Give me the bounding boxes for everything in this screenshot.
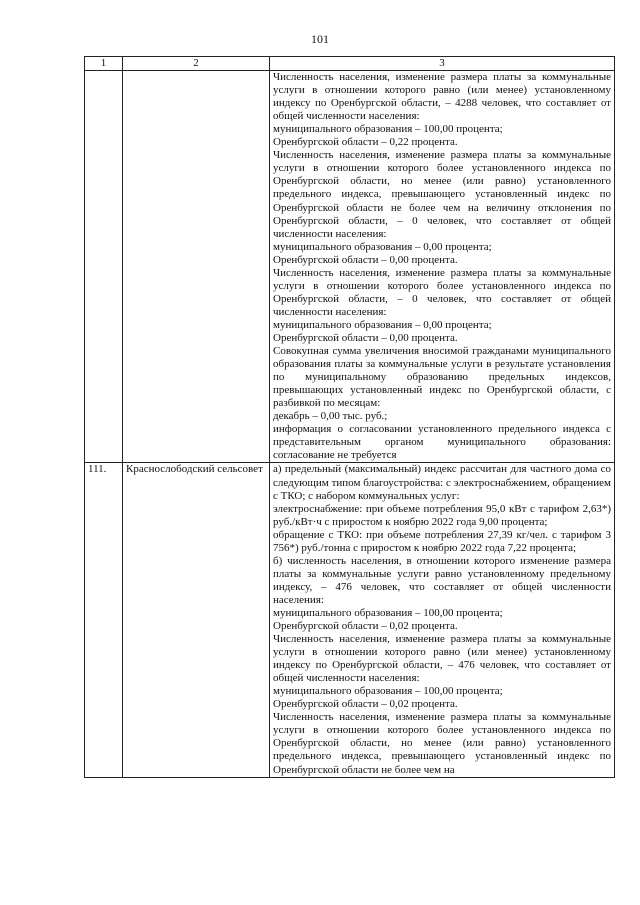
paragraph: муниципального образования – 100,00 процента;	[273, 123, 503, 136]
paragraph: Численность населения, изменение размера платы за коммунальные услуги в отношении которого более установленного индекса по Оренбургской области, но менее (или равно) установленного предельного индекса, превышающего установленный индекс по Оренбургской области не более чем на величину отклонения по Оренбургской области, – 0 человек, что составляет от общей численности населения:	[273, 149, 611, 240]
column-header-1: 1	[85, 57, 123, 71]
paragraph: Оренбургской области – 0,02 процента.	[273, 698, 458, 711]
paragraph: муниципального образования – 100,00 процента;	[273, 606, 503, 619]
paragraph: муниципального образования – 100,00 процента;	[273, 685, 503, 698]
row-number-cell: 111.	[85, 463, 123, 777]
paragraph: муниципального образования – 0,00 процента;	[273, 240, 492, 253]
description-cell	[270, 71, 615, 463]
paragraph: Численность населения, изменение размера платы за коммунальные услуги в отношении которого более установленного индекса по Оренбургской области, – 0 человек, что составляет от общей численности населения:	[273, 266, 611, 318]
paragraph: муниципального образования – 0,00 процента;	[273, 318, 492, 331]
table-row-111	[85, 463, 615, 777]
municipality-name-cell: Краснослободский сельсовет	[123, 463, 270, 777]
table-header-row	[85, 57, 615, 71]
column-header-3: 3	[270, 57, 615, 71]
paragraph: а) предельный (максимальный) индекс рассчитан для частного дома со следующим типом благоустройства: с электроснабжением, обращением с ТКО; с набором коммунальных услуг:	[273, 463, 611, 502]
paragraph: Численность населения, изменение размера платы за коммунальные услуги в отношении которого более установленного индекса по Оренбургской области, но менее (или равно) установленного предельного индекса, превышающего установленный индекс по Оренбургской области не более чем на	[273, 711, 611, 776]
paragraph: электроснабжение: при объеме потребления 95,0 кВт с тарифом 2,63*) руб./кВт·ч с приростом к ноябрю 2022 года 9,00 процента;	[273, 502, 611, 528]
row-number-cell	[85, 71, 123, 463]
paragraph: Численность населения, изменение размера платы за коммунальные услуги в отношении которого равно (или менее) установленному индексу по Оренбургской области, – 4288 человек, что составляет от общей численности населения:	[273, 71, 611, 123]
paragraph: информация о согласовании установленного предельного индекса с представительным органом муниципального образования: согласование не требуется	[273, 423, 611, 462]
paragraph: Оренбургской области – 0,00 процента.	[273, 253, 458, 266]
paragraph: обращение с ТКО: при объеме потребления 27,39 кг/чел. с тарифом 3 756*) руб./тонна с приростом к ноябрю 2022 года 7,22 процента;	[273, 528, 611, 554]
paragraph: Оренбургской области – 0,22 процента.	[273, 136, 458, 149]
paragraph: Оренбургской области – 0,00 процента.	[273, 331, 458, 344]
description-cell	[270, 463, 615, 777]
paragraph: Численность населения, изменение размера платы за коммунальные услуги в отношении которого равно (или менее) установленному индексу по Оренбургской области, – 476 человек, что составляет от общей численности населения:	[273, 633, 611, 685]
paragraph: декабрь – 0,00 тыс. руб.;	[273, 410, 388, 423]
paragraph: б) численность населения, в отношении которого изменение размера платы за коммунальные услуги равно установленному предельному индексу, – 476 человек, что составляет от общей численности населения:	[273, 554, 611, 606]
table-row-continued	[85, 71, 615, 463]
municipality-name-cell	[123, 71, 270, 463]
page-number: 101	[311, 32, 329, 46]
paragraph: Совокупная сумма увеличения вносимой гражданами муниципального образования платы за коммунальные услуги в результате установления по муниципальному образованию предельных индексов, превышающих установленный индекс по Оренбургской области, с разбивкой по месяцам:	[273, 345, 611, 410]
column-header-2: 2	[123, 57, 270, 71]
document-table	[84, 56, 615, 778]
paragraph: Оренбургской области – 0,02 процента.	[273, 620, 458, 633]
